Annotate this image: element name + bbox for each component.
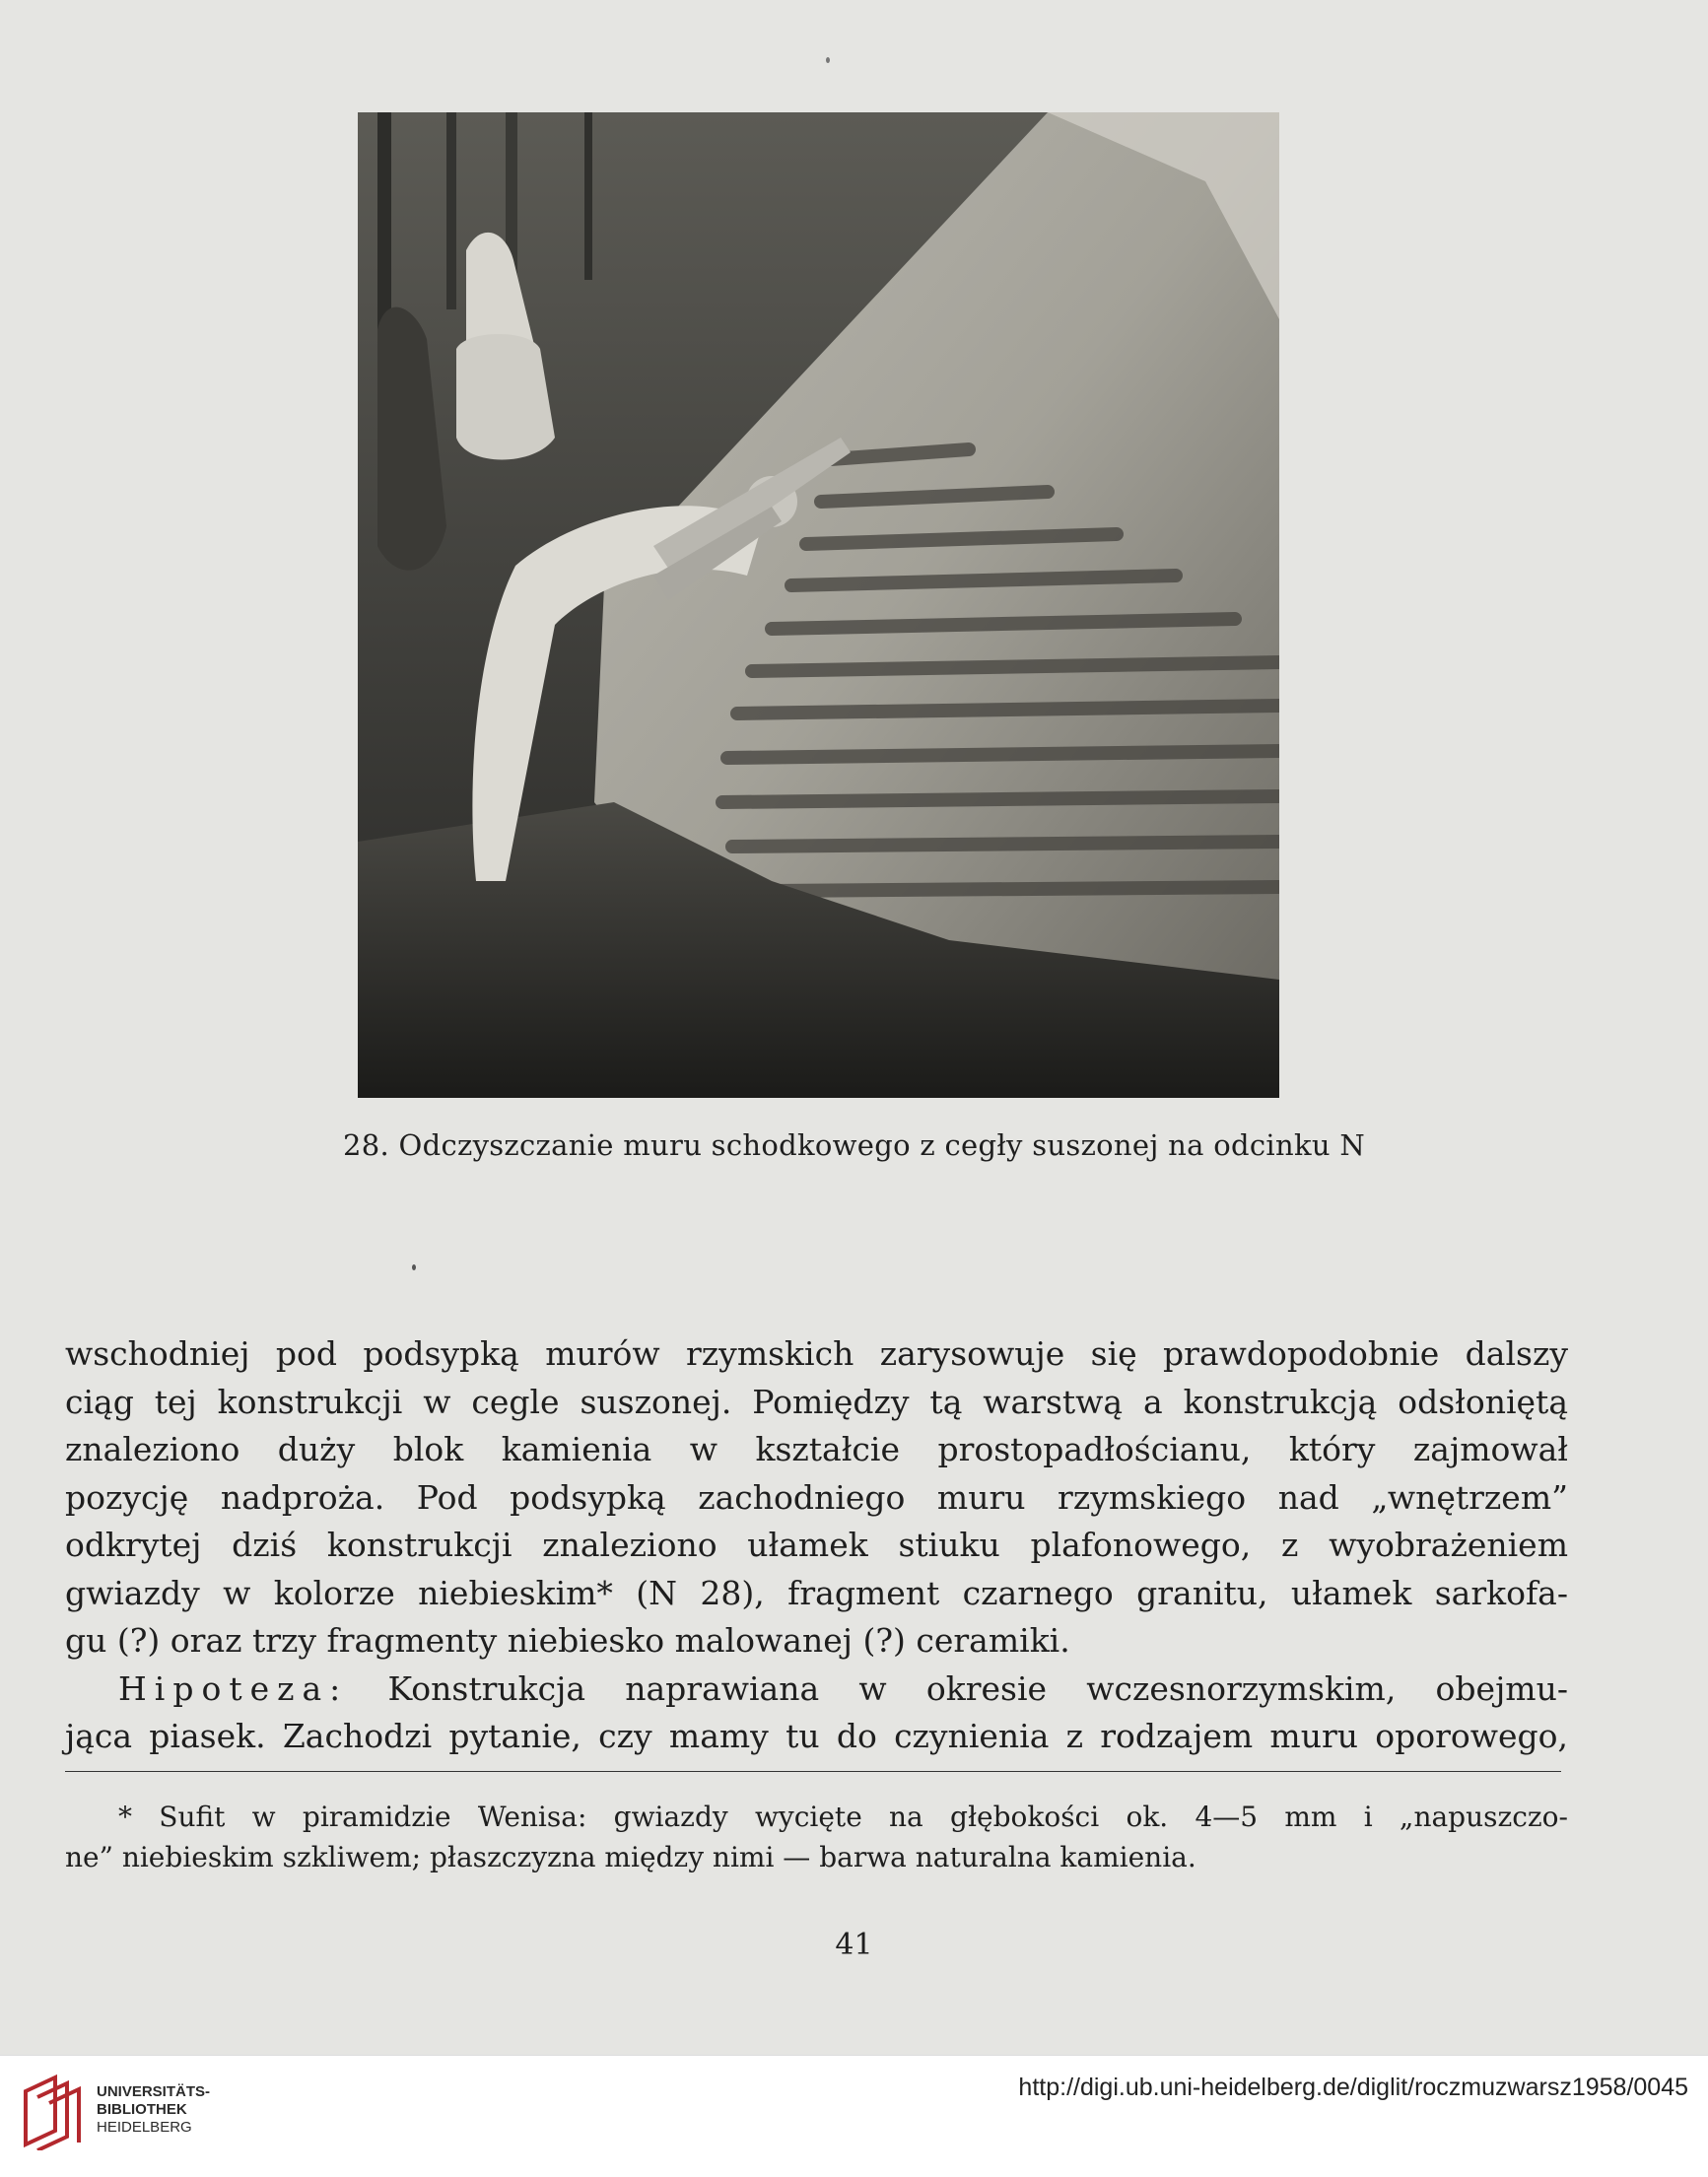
page-number: 41 <box>835 1928 873 1962</box>
library-name-line: HEIDELBERG <box>97 2119 192 2136</box>
body-line: odkrytej dziś konstrukcji znaleziono ułamek stiuku plafonowego, z wyobrażeniem <box>65 1526 1568 1564</box>
library-logo-icon <box>18 2072 87 2150</box>
hypothesis-line <box>65 1666 1568 1714</box>
speck-mark <box>412 1264 416 1270</box>
library-name-line: BIBLIOTHEK <box>97 2101 187 2118</box>
footnote-line: ne” niebieskim szkliwem; płaszczyzna między nimi — barwa naturalna kamienia. <box>65 1841 1196 1873</box>
footnote-line: * Sufit w piramidzie Wenisa: gwiazdy wycięte na głębokości ok. 4—5 mm i „napuszczo- <box>118 1801 1568 1833</box>
hypothesis-label: Hipoteza: <box>118 1668 349 1708</box>
figure-caption: 28. Odczyszczanie muru schodkowego z cegły suszonej na odcinku N <box>342 1128 1366 1162</box>
body-line: jąca piasek. Zachodzi pytanie, czy mamy tu do czynienia z rodzajem muru oporowego, <box>65 1717 1568 1755</box>
body-line: wschodniej pod podsypką murów rzymskich zarysowuje się prawdopodobnie dalszy <box>65 1334 1568 1373</box>
body-line: ciąg tej konstrukcji w cegle suszonej. Pomiędzy tą warstwą a konstrukcją odsłoniętą <box>65 1382 1568 1421</box>
footnote <box>65 1797 1568 1877</box>
source-url-link[interactable]: http://digi.ub.uni-heidelberg.de/diglit/roczmuzwarsz1958/0045 <box>1018 2074 1688 2101</box>
library-name-line: UNIVERSITÄTS- <box>97 2083 211 2100</box>
body-line: gu (?) oraz trzy fragmenty niebiesko malowanej (?) ceramiki. <box>65 1621 1070 1660</box>
body-line: pozycję nadproża. Pod podsypką zachodniego muru rzymskiego nad „wnętrzem” <box>65 1477 1568 1517</box>
footnote-divider <box>65 1771 1561 1772</box>
speck-mark <box>826 57 830 63</box>
body-text <box>65 1330 1568 1761</box>
excavation-photograph <box>358 112 1279 1098</box>
hypothesis-text: Konstrukcja naprawiana w okresie wczesnorzymskim, obejmu- <box>348 1668 1568 1708</box>
body-line: znaleziono duży blok kamienia w kształcie prostopadłościanu, który zajmował <box>65 1430 1568 1468</box>
library-name <box>97 2083 210 2137</box>
body-line: gwiazdy w kolorze niebieskim* (N 28), fragment czarnego granitu, ułamek sarkofa- <box>65 1573 1568 1612</box>
